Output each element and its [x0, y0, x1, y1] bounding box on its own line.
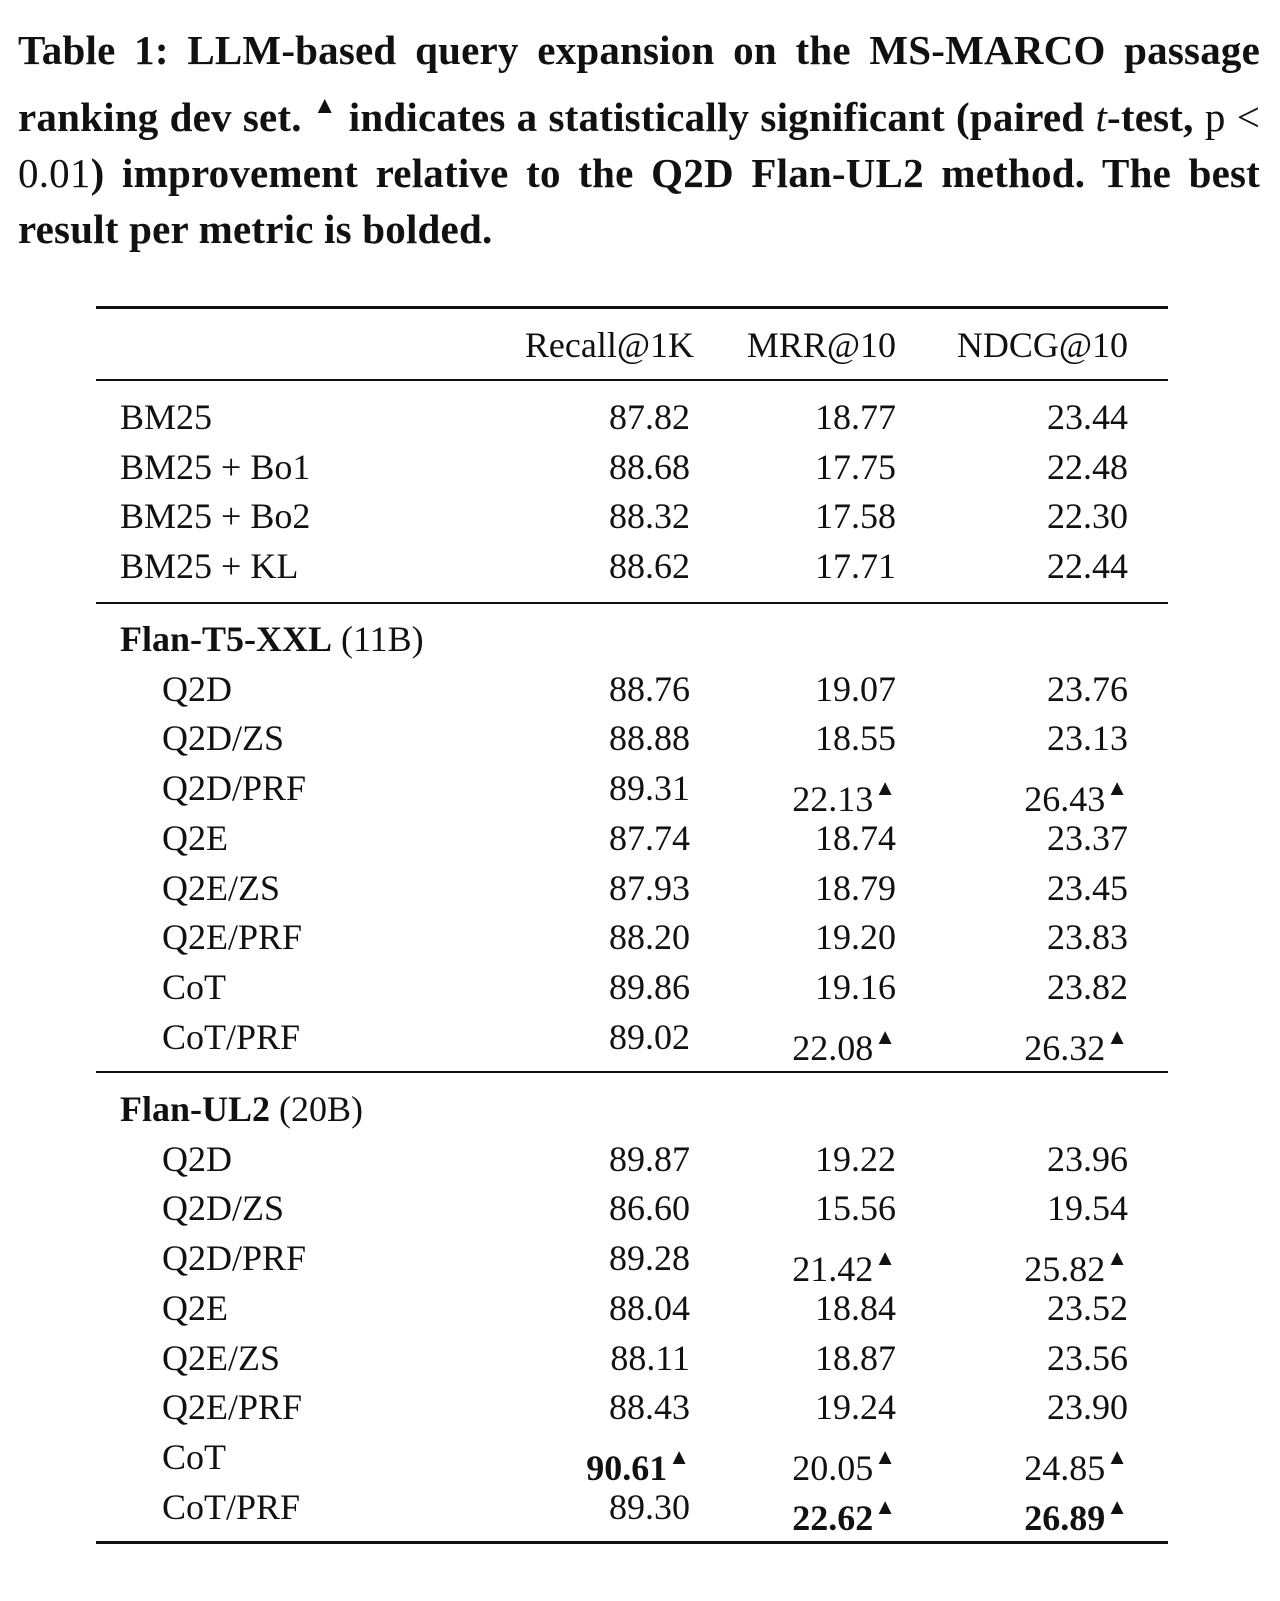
row-label-value: Q2E	[162, 817, 228, 858]
metric-cell-value: 15.56	[815, 1188, 896, 1229]
metric-cell	[1047, 444, 1128, 490]
metric-cell-value: 18.55	[815, 718, 896, 759]
metric-cell-value: 23.56	[1047, 1337, 1128, 1378]
row-label-value: Q2E/ZS	[162, 1337, 281, 1378]
model-size: (11B)	[332, 619, 424, 659]
table-rule	[96, 1541, 1168, 1544]
table-row	[96, 543, 1168, 589]
caption-part3: -test,	[1107, 94, 1194, 140]
metric-cell	[1047, 914, 1128, 960]
table-row	[96, 1484, 1168, 1538]
row-label	[120, 493, 310, 539]
row-label-value: Q2E/PRF	[162, 1387, 303, 1428]
significance-triangle-icon: ▲	[874, 1245, 896, 1271]
metric-cell-value: 25.82	[1024, 1249, 1106, 1290]
row-label	[162, 765, 306, 811]
metric-cell-value: 26.89	[1024, 1497, 1106, 1538]
row-label-value: Q2D	[162, 668, 232, 709]
metric-cell	[609, 1136, 690, 1182]
metric-cell	[815, 666, 896, 712]
metric-cell	[1047, 964, 1128, 1010]
metric-cell-value: 89.30	[609, 1486, 690, 1527]
row-label	[162, 1285, 228, 1331]
metric-cell-value: 23.83	[1047, 917, 1128, 958]
column-header-value: Recall@1K	[524, 325, 694, 365]
row-label-value: BM25 + Bo1	[120, 446, 311, 487]
metric-cell	[815, 815, 896, 861]
table-row	[96, 1185, 1168, 1231]
row-label	[162, 815, 228, 861]
metric-cell-value: 26.43	[1024, 779, 1106, 820]
metric-cell-value: 19.16	[815, 966, 896, 1007]
metric-cell-value: 19.07	[815, 668, 896, 709]
model-group-heading	[96, 616, 1168, 662]
significance-triangle-icon: ▲	[1106, 1443, 1128, 1469]
significance-triangle-icon: ▲	[874, 1023, 896, 1049]
model-title: Flan-T5-XXL	[120, 619, 333, 659]
metric-cell-value: 88.88	[609, 718, 690, 759]
metric-cell	[1047, 1285, 1128, 1331]
table-row	[96, 765, 1168, 820]
metric-cell-value: 88.11	[610, 1337, 690, 1378]
table-row	[96, 444, 1168, 490]
metric-cell	[609, 1014, 690, 1060]
metric-cell	[1047, 394, 1128, 440]
table-row	[96, 964, 1168, 1010]
metric-cell	[609, 765, 690, 811]
metric-cell-value: 20.05	[792, 1447, 874, 1488]
metric-cell-value: 18.77	[815, 397, 896, 437]
metric-cell	[1024, 1014, 1128, 1071]
metric-cell-value: 18.79	[815, 867, 896, 908]
metric-cell-value: 89.87	[609, 1138, 690, 1179]
column-header	[525, 322, 694, 368]
row-label	[162, 715, 284, 761]
table-row	[96, 1335, 1168, 1381]
metric-cell	[609, 715, 690, 761]
metric-cell-value: 87.74	[609, 817, 690, 858]
metric-cell-value: 26.32	[1024, 1027, 1106, 1068]
table-row	[96, 394, 1168, 440]
column-header-value: NDCG@10	[956, 325, 1128, 365]
table-row	[96, 493, 1168, 539]
row-label	[120, 394, 212, 440]
row-label	[162, 964, 226, 1010]
metric-cell	[609, 493, 690, 539]
metric-cell	[1047, 666, 1128, 712]
metric-cell-value: 18.74	[815, 817, 896, 858]
metric-cell-value: 23.82	[1047, 966, 1128, 1007]
row-label	[120, 543, 298, 589]
row-label-value: CoT/PRF	[162, 1486, 301, 1527]
metric-cell-value: 88.43	[609, 1387, 690, 1428]
row-label-value: BM25	[120, 397, 213, 437]
metric-cell	[792, 1434, 896, 1491]
metric-cell-value: 21.42	[792, 1249, 874, 1290]
table-row	[96, 865, 1168, 911]
metric-cell	[1024, 1434, 1128, 1491]
row-label-value: Q2D	[162, 1138, 232, 1179]
metric-cell	[1047, 1384, 1128, 1430]
metric-cell	[1047, 865, 1128, 911]
row-label	[162, 1335, 280, 1381]
row-label-value: BM25 + KL	[120, 546, 299, 587]
row-label	[162, 1136, 232, 1182]
metric-cell	[1047, 1335, 1128, 1381]
metric-cell	[815, 914, 896, 960]
metric-cell	[815, 444, 896, 490]
metric-cell-value: 23.37	[1047, 817, 1128, 858]
metric-cell	[609, 1285, 690, 1331]
metric-cell	[815, 394, 896, 440]
metric-cell	[609, 1384, 690, 1430]
metric-cell-value: 89.86	[609, 966, 690, 1007]
metric-cell	[815, 1285, 896, 1331]
metric-cell-value: 19.22	[815, 1138, 896, 1179]
significance-triangle-icon: ▲	[874, 775, 896, 801]
table-row	[96, 1235, 1168, 1290]
metric-cell	[815, 1335, 896, 1381]
metric-cell	[1047, 1185, 1128, 1231]
significance-triangle-icon: ▲	[874, 1443, 896, 1469]
metric-cell-value: 22.48	[1047, 446, 1128, 487]
row-label	[162, 1185, 284, 1231]
row-label	[162, 1235, 306, 1281]
metric-cell-value: 87.82	[609, 397, 690, 437]
metric-cell-value: 89.31	[609, 768, 690, 809]
metric-cell-value: 23.45	[1047, 867, 1128, 908]
column-header	[957, 322, 1128, 368]
metric-cell	[609, 815, 690, 861]
metric-cell	[815, 715, 896, 761]
table-row	[96, 1014, 1168, 1068]
metric-cell	[1024, 765, 1128, 822]
metric-cell-value: 22.30	[1047, 496, 1128, 537]
significance-triangle-icon: ▲	[1106, 1245, 1128, 1271]
row-label	[162, 865, 280, 911]
column-header-value: MRR@10	[746, 325, 896, 365]
metric-cell-value: 88.04	[609, 1287, 690, 1328]
table-row	[96, 666, 1168, 712]
metric-cell	[609, 914, 690, 960]
metric-cell-value: 22.08	[792, 1027, 874, 1068]
caption-part4: ) improvement relative to the Q2D Flan-UL2 method. The best result per metric is bolded.	[18, 150, 1260, 252]
row-label-value: Q2D/ZS	[162, 1188, 285, 1229]
metric-cell	[815, 1384, 896, 1430]
caption-math: p < 0.01	[18, 94, 1261, 196]
metric-cell	[609, 964, 690, 1010]
row-label	[162, 1384, 302, 1430]
metric-cell	[792, 1235, 896, 1292]
model-name	[120, 1086, 363, 1132]
table-rule	[96, 602, 1168, 604]
metric-cell	[815, 1136, 896, 1182]
metric-cell-value: 19.20	[815, 917, 896, 958]
metric-cell	[609, 543, 690, 589]
metric-cell	[610, 1335, 690, 1381]
metric-cell-value: 88.32	[609, 496, 690, 537]
metric-cell-value: 23.90	[1047, 1387, 1128, 1428]
row-label-value: Q2D/PRF	[162, 768, 307, 809]
row-label	[162, 1434, 226, 1480]
metric-cell-value: 88.62	[609, 546, 690, 587]
row-label	[120, 444, 310, 490]
row-label-value: CoT/PRF	[162, 1016, 301, 1057]
table-row	[96, 815, 1168, 861]
metric-cell	[815, 493, 896, 539]
row-label-value: Q2E/PRF	[162, 917, 303, 958]
metric-cell-value: 89.28	[609, 1238, 690, 1279]
table-rule	[96, 1071, 1168, 1073]
metric-cell	[609, 1484, 690, 1530]
metric-cell	[609, 394, 690, 440]
metric-cell	[792, 765, 896, 822]
metric-cell	[609, 1235, 690, 1281]
model-name	[120, 616, 424, 662]
row-label-value: CoT	[162, 1436, 227, 1477]
model-size: (20B)	[270, 1089, 364, 1129]
row-label	[162, 1014, 300, 1060]
metric-cell-value: 23.96	[1047, 1138, 1128, 1179]
row-label-value: BM25 + Bo2	[120, 496, 311, 537]
metric-cell	[609, 444, 690, 490]
caption-t-italic: t	[1095, 94, 1108, 140]
metric-cell	[586, 1434, 690, 1491]
significance-triangle-icon: ▲	[1106, 1023, 1128, 1049]
metric-cell	[815, 865, 896, 911]
model-title: Flan-UL2	[120, 1089, 271, 1129]
metric-cell-value: 23.76	[1047, 668, 1128, 709]
significance-triangle-icon: ▲	[1106, 775, 1128, 801]
metric-cell-value: 88.76	[609, 668, 690, 709]
metric-cell	[815, 543, 896, 589]
table-caption	[18, 22, 1260, 257]
metric-cell-value: 23.13	[1047, 718, 1128, 759]
metric-cell-value: 89.02	[609, 1016, 690, 1057]
row-label-value: Q2D/ZS	[162, 718, 285, 759]
row-label	[162, 666, 232, 712]
metric-cell	[1047, 1136, 1128, 1182]
metric-cell	[609, 1185, 690, 1231]
metric-cell	[1024, 1235, 1128, 1292]
metric-cell-value: 17.75	[815, 446, 896, 487]
row-label	[162, 1484, 300, 1530]
metric-cell-value: 24.85	[1024, 1447, 1106, 1488]
table-row	[96, 1384, 1168, 1430]
metric-cell-value: 18.84	[815, 1287, 896, 1328]
metric-cell-value: 22.13	[792, 779, 874, 820]
metric-cell	[815, 964, 896, 1010]
metric-cell	[1047, 543, 1128, 589]
metric-cell-value: 87.93	[609, 867, 690, 908]
caption-part2: indicates a statistically significant (paired	[348, 94, 1085, 140]
metric-cell-value: 23.44	[1047, 397, 1128, 437]
metric-cell	[792, 1014, 896, 1071]
model-group-heading	[96, 1086, 1168, 1132]
metric-cell	[609, 865, 690, 911]
metric-cell-value: 17.71	[815, 546, 896, 587]
metric-cell-value: 88.68	[609, 446, 690, 487]
metric-cell	[815, 1185, 896, 1231]
metric-cell-value: 22.62	[792, 1497, 874, 1538]
table-row	[96, 1136, 1168, 1182]
metric-cell-value: 90.61	[586, 1447, 668, 1488]
row-label-value: Q2E/ZS	[162, 867, 281, 908]
row-label-value: Q2E	[162, 1287, 228, 1328]
metric-cell	[1047, 815, 1128, 861]
metric-cell-value: 88.20	[609, 917, 690, 958]
metric-cell-value: 18.87	[815, 1337, 896, 1378]
metric-cell	[609, 666, 690, 712]
significance-triangle-icon: ▲	[668, 1443, 690, 1469]
metric-cell-value: 22.44	[1047, 546, 1128, 587]
row-label-value: Q2D/PRF	[162, 1238, 307, 1279]
metric-cell-value: 23.52	[1047, 1287, 1128, 1328]
column-header	[747, 322, 896, 368]
table-row	[96, 914, 1168, 960]
table-row	[96, 715, 1168, 761]
metric-cell-value: 19.24	[815, 1387, 896, 1428]
row-label-value: CoT	[162, 966, 227, 1007]
metric-cell	[1047, 715, 1128, 761]
significance-triangle-icon: ▲	[312, 93, 338, 119]
table-row	[96, 1285, 1168, 1331]
caption-part1: Table 1: LLM-based query expansion on the MS-MARCO passage ranking dev set.	[18, 27, 1260, 140]
table-row	[96, 1434, 1168, 1488]
significance-triangle-icon: ▲	[1106, 1493, 1128, 1519]
metric-cell-value: 19.54	[1047, 1188, 1128, 1229]
table-header-row	[96, 322, 1168, 368]
metric-cell	[1024, 1484, 1128, 1541]
table-rule	[96, 306, 1168, 309]
metric-cell-value: 86.60	[609, 1188, 690, 1229]
significance-triangle-icon: ▲	[874, 1493, 896, 1519]
table-rule	[96, 379, 1168, 381]
row-label	[162, 914, 302, 960]
metric-cell-value: 17.58	[815, 496, 896, 537]
metric-cell	[1047, 493, 1128, 539]
metric-cell	[792, 1484, 896, 1541]
